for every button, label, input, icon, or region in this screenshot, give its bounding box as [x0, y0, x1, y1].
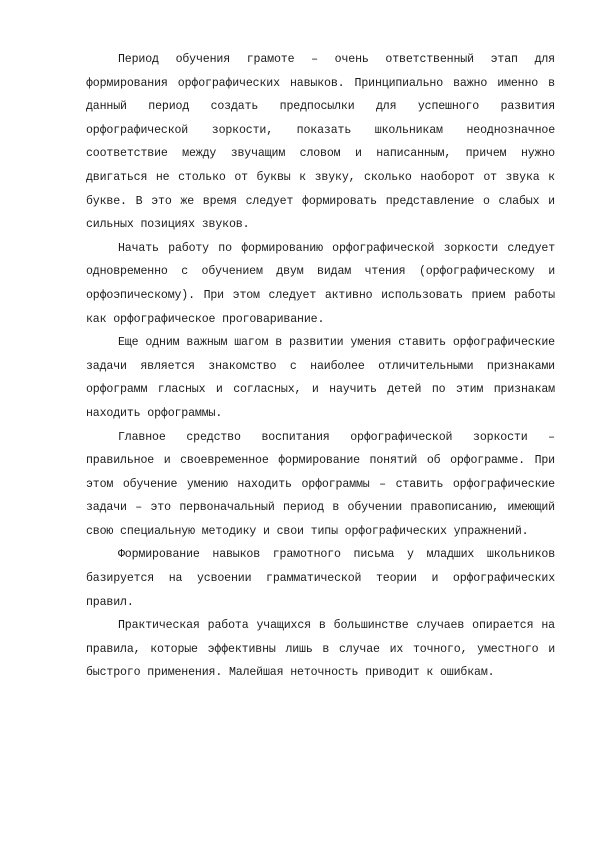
paragraph-spelling-tasks: Еще одним важным шагом в развитии умения ставить орфографические задачи является знакомство с наиболее отличительными признаками орфограмм гласных и согласных, и научить детей по этим признакам находить орфограммы. [86, 336, 555, 420]
paragraph-literacy-period: Период обучения грамоте – очень ответственный этап для формирования орфографических навыков. Принципиально важно именно в данный период создать предпосылки для успешного развития орфографической зоркости, показать школьникам неоднозначное соответствие между звучащим словом и написанным, причем нужно двигаться не столько от буквы к звуку, сколько наоборот от звука к букве. В это же время следует формировать представление о слабых и сильных позициях звуков. [86, 53, 555, 232]
paragraph-practical-work: Практическая работа учащихся в большинстве случаев опирается на правила, которые эффективны лишь в случае их точного, уместного и быстрого применения. Малейшая неточность приводит к ошибкам. [86, 619, 555, 680]
paragraph-literacy-skills: Формирование навыков грамотного письма у младших школьников базируется на усвоении грамматической теории и орфографических правил. [86, 548, 555, 609]
paragraph-main-means: Главное средство воспитания орфографической зоркости – правильное и своевременное формирование понятий об орфограмме. При этом обучение умению находить орфограммы – ставить орфографические задачи – это первоначальный период в обучении правописанию, имеющий свою специальную методику и свои типы орфографических упражнений. [86, 430, 555, 538]
paragraph-spelling-vigilance-start: Начать работу по формированию орфографической зоркости следует одновременно с обучением двум видам чтения (орфографическому и орфоэпическому). При этом следует активно использовать прием работы как орфографическое проговаривание. [86, 241, 555, 326]
